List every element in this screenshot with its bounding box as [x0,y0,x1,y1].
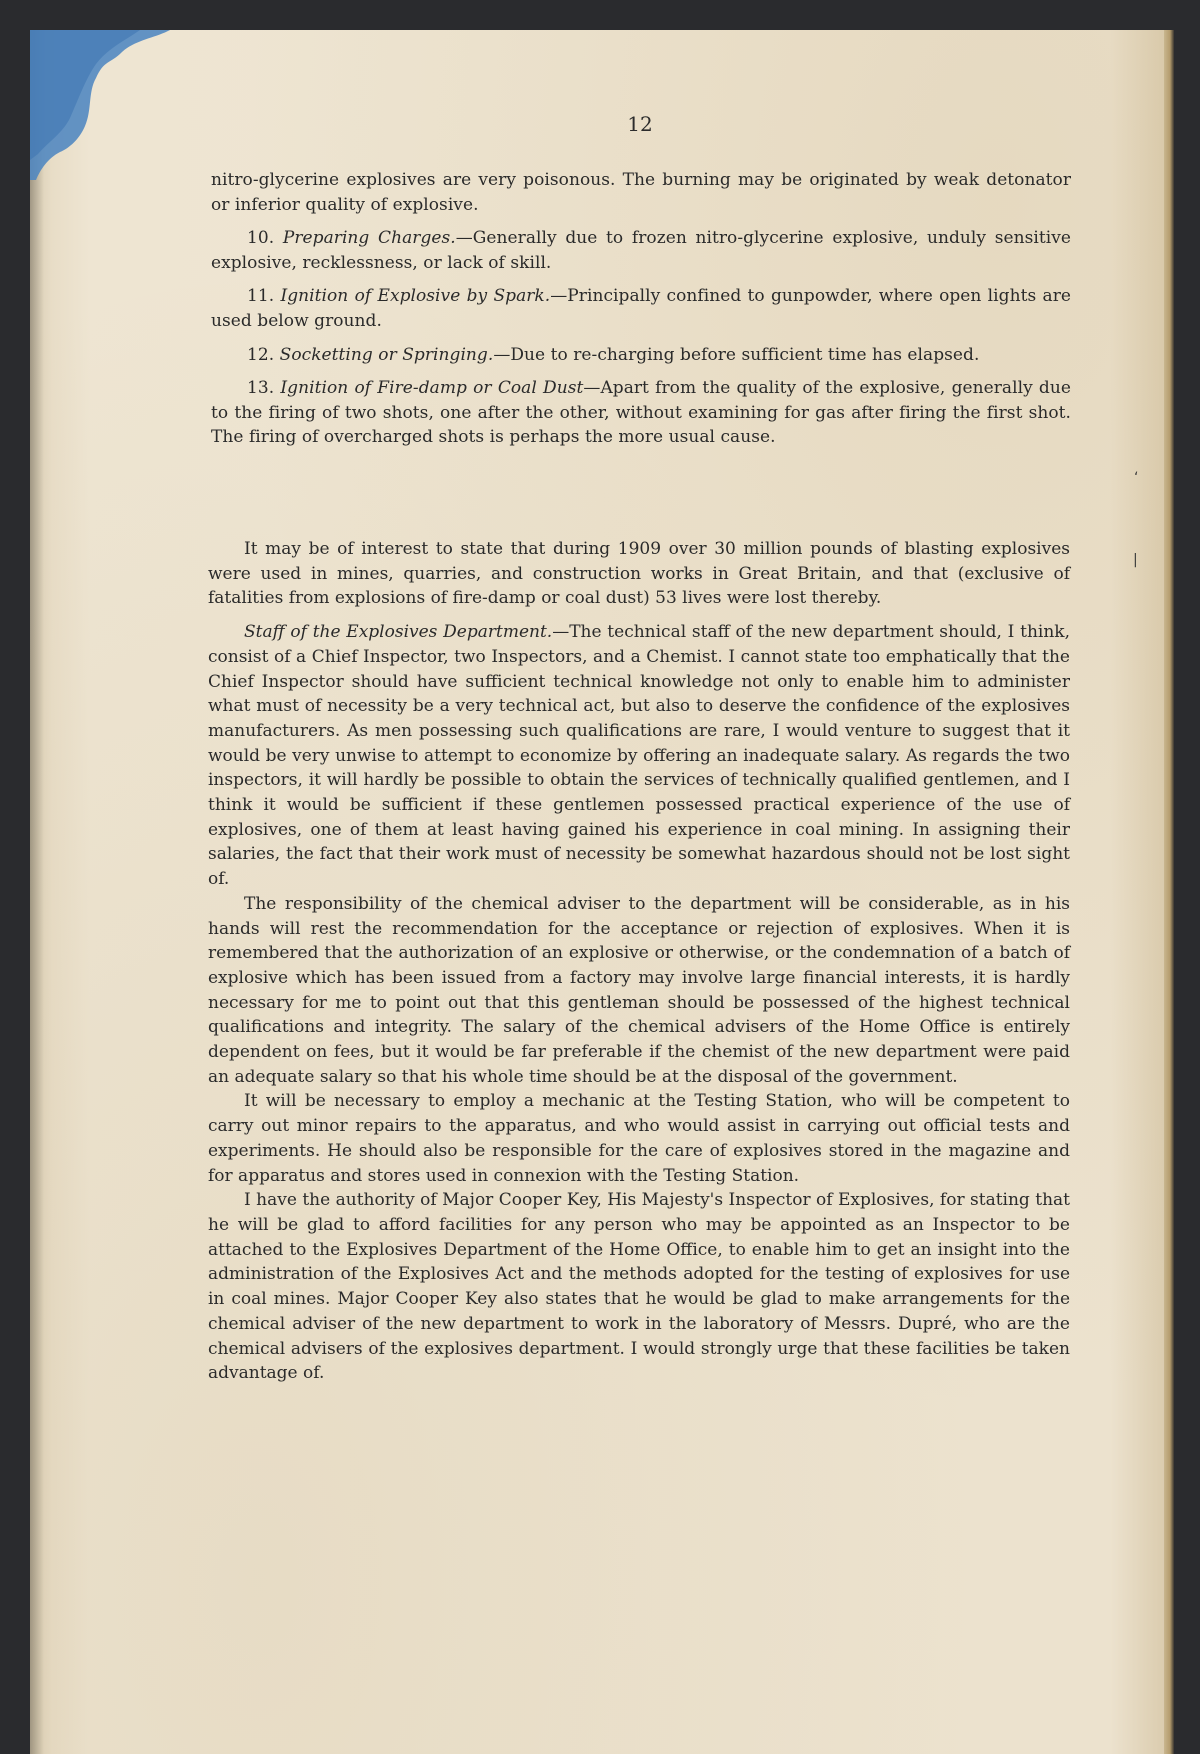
blue-ink-stain [30,30,180,180]
chemist-paragraph: The responsibility of the chemical adviser to the department will be considerable, as in his hands will rest the recommendation for the acceptance or rejection of explosives. When it is remembered that the authorization of an explosive or otherwise, or the condemnation of a batch of explosive which has been issued from a factory may involve large financial interests, it is hardly necessary for me to point out that this gentleman should be possessed of the highest technical qualifications and integrity. The salary of the chemical advisers of the Home Office is entirely dependent on fees, but it would be far preferable if the chemist of the new department were paid an adequate salary so that his whole time should be at the disposal of the government. [208,893,1070,1087]
margin-speck: ‘ [1134,470,1139,486]
cause-heading: Preparing Charges. [282,228,456,249]
paragraph-continuation: nitro-glycerine explosives are very poisonous. The burning may be originated by weak detonator or inferior quality of explosive. [211,170,1071,215]
mechanic-paragraph: It will be necessary to employ a mechanic at the Testing Station, who will be competent to carry out minor repairs to the apparatus, and who would assist in carrying out official tests and experiments. He should also be responsible for the care of explosives stored in the magazine and for apparatus and stores used in connexion with the Testing Station. [208,1091,1070,1186]
binding-shadow [30,30,44,1754]
cause-text: —Generally due to frozen nitro-glycerine explosive, unduly sensitive explosive, recklessness, or lack of skill. [211,228,1071,273]
page-number: 12 [627,112,653,136]
cause-text: —Principally confined to gunpowder, where open lights are used below ground. [211,286,1071,331]
cause-number: 12. [247,344,275,365]
cause-number: 10. [247,228,275,249]
cause-item-10 [211,226,1071,275]
cause-number: 13. [247,378,275,399]
authority-paragraph: I have the authority of Major Cooper Key, His Majesty's Inspector of Explosives, for stating that he will be glad to afford facilities for any person who may be appointed as an Inspector to be attached to the Explosives Department of the Home Office, to enable him to get an insight into the administration of the Explosives Act and the methods adopted for the testing of explosives for use in coal mines. Major Cooper Key also states that he would be glad to make arrangements for the chemical adviser of the new department to work in the laboratory of Messrs. Dupré, who are the chemical advisers of the explosives department. I would strongly urge that these facilities be taken advantage of. [208,1190,1070,1384]
cause-item-12 [211,343,1071,368]
margin-speck: | [1133,552,1138,568]
cause-item-13 [211,376,1071,450]
cause-text: —Due to re-charging before sufficient time has elapsed. [493,344,980,365]
main-body-section [208,537,1070,1386]
staff-heading: Staff of the Explosives Department. [244,622,553,643]
staff-paragraph [208,620,1070,892]
cause-number: 11. [247,286,275,307]
cause-item-11 [211,284,1071,333]
cause-heading: Socketting or Springing. [279,344,494,365]
staff-text: —The technical staff of the new department should, I think, consist of a Chief Inspector, two Inspectors, and a Chemist. I cannot state too emphatically that the Chief Inspector should have sufficient technical knowledge not only to enable him to administer what must of necessity be a very technical act, but also to deserve the confidence of the explosives manufacturers. As men possessing such qualifications are rare, I would venture to suggest that it would be very unwise to attempt to economize by offering an inadequate salary. As regards the two inspectors, it will hardly be possible to obtain the services of technically qualified gentlemen, and I think it would be sufficient if these gentlemen possessed practical experience of the use of explosives, one of them at least having gained his experience in coal mining. In assigning their salaries, the fact that their work must of necessity be somewhat hazardous should not be lost sight of. [208,622,1070,890]
page-edge [1164,30,1174,1754]
cause-text: —Apart from the quality of the explosive, generally due to the firing of two shots, one after the other, without examining for gas after firing the first shot. The firing of overcharged shots is perhaps the more usual cause. [211,378,1071,448]
numbered-causes-section [211,168,1071,450]
cause-heading: Ignition of Explosive by Spark. [280,286,551,307]
cause-heading: Ignition of Fire-damp or Coal Dust [280,378,584,399]
statistics-paragraph: It may be of interest to state that during 1909 over 30 million pounds of blasting explosives were used in mines, quarries, and construction works in Great Britain, and that (exclusive of fatalities from explosions of fire-damp or coal dust) 53 lives were lost thereby. [208,539,1070,609]
